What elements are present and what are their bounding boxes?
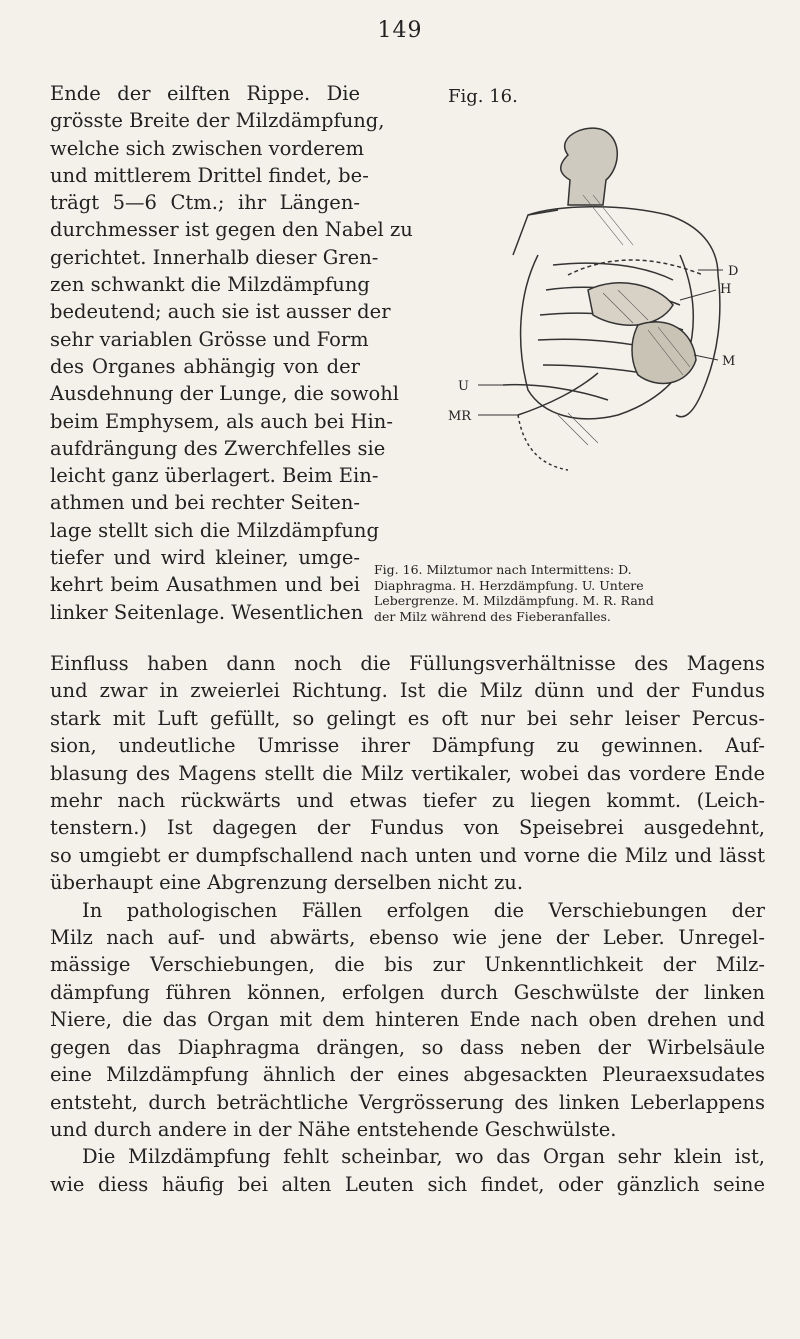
text-line: Die Milzdämpfung fehlt scheinbar, wo das Organ sehr klein ist, bbox=[82, 1145, 765, 1169]
text-line: trägt 5—6 Ctm.; ihr Längen- bbox=[50, 191, 360, 215]
text-line: welche sich zwischen vorderem bbox=[50, 136, 365, 160]
figure-illustration bbox=[418, 115, 763, 515]
text-line: und mittlerem Drittel findet, be- bbox=[50, 163, 369, 187]
text-line: Ausdehnung der Lunge, die sowohl bbox=[50, 382, 400, 406]
legend-line: Diaphragma. H. Herzdämpfung. U. Untere bbox=[374, 577, 644, 593]
marker-M: M bbox=[722, 354, 736, 369]
text-line: beim Emphysem, als auch bei Hin- bbox=[50, 409, 393, 433]
text-line: überhaupt eine Abgrenzung derselben nicht zu. bbox=[50, 871, 524, 895]
text-line: blasung des Magens stellt die Milz vertikaler, wobei das vordere Ende bbox=[50, 761, 765, 785]
text-line: tiefer und wird kleiner, umge- bbox=[50, 546, 360, 570]
text-line: zen schwankt die Milzdämpfung bbox=[50, 273, 370, 297]
text-line: In pathologischen Fällen erfolgen die Verschiebungen der bbox=[82, 898, 765, 922]
text-line: tenstern.) Ist dagegen der Fundus von Speisebrei ausgedehnt, bbox=[50, 816, 765, 840]
text-line: mehr nach rückwärts und etwas tiefer zu liegen kommt. (Leich- bbox=[50, 789, 765, 813]
text-line: Einfluss haben dann noch die Füllungsverhältnisse des Magens bbox=[50, 652, 765, 675]
left-column-text bbox=[50, 80, 413, 626]
text-line: aufdrängung des Zwerchfelles sie bbox=[50, 436, 386, 460]
text-line: so umgiebt er dumpfschallend nach unten und vorne die Milz und lässt bbox=[50, 843, 765, 867]
text-line: athmen und bei rechter Seiten- bbox=[50, 491, 360, 515]
text-line: wie diess häufig bei alten Leuten sich findet, oder gänzlich seine bbox=[50, 1172, 765, 1196]
text-line: Ende der eilften Rippe. Die bbox=[50, 82, 360, 105]
text-line: kehrt beim Ausathmen und bei bbox=[50, 573, 360, 597]
marker-D: D bbox=[728, 264, 739, 279]
text-line: sehr variablen Grösse und Form bbox=[50, 327, 369, 351]
text-line: Milz nach auf- und abwärts, ebenso wie jene der Leber. Unregel- bbox=[50, 926, 765, 950]
text-line: des Organes abhängig von der bbox=[50, 354, 360, 378]
marker-H: H bbox=[720, 282, 732, 297]
legend-line: Lebergrenze. M. Milzdämpfung. M. R. Rand bbox=[374, 593, 654, 608]
text-line: mässige Verschiebungen, die bis zur Unkenntlichkeit der Milz- bbox=[50, 953, 765, 977]
figure-label: Fig. 16. bbox=[448, 86, 518, 107]
text-line: stark mit Luft gefüllt, so gelingt es oft nur bei sehr leiser Percus- bbox=[50, 706, 765, 730]
text-line: und durch andere in der Nähe entstehende Geschwülste. bbox=[50, 1117, 617, 1141]
text-line: eine Milzdämpfung ähnlich der eines abgesackten Pleuraexsudates bbox=[50, 1063, 765, 1087]
text-line: gegen das Diaphragma drängen, so dass neben der Wirbelsäule bbox=[50, 1035, 765, 1059]
text-line: bedeutend; auch sie ist ausser der bbox=[50, 300, 391, 324]
body-text bbox=[50, 650, 765, 1198]
torso-illustration bbox=[418, 115, 763, 515]
text-line: und zwar in zweierlei Richtung. Ist die Milz dünn und der Fundus bbox=[50, 679, 765, 703]
marker-MR: MR bbox=[448, 409, 472, 424]
text-line: Niere, die das Organ mit dem hinteren Ende nach oben drehen und bbox=[50, 1008, 765, 1032]
text-line: leicht ganz überlagert. Beim Ein- bbox=[50, 464, 379, 488]
text-line: entsteht, durch beträchtliche Vergrösserung des linken Leberlappens bbox=[50, 1090, 765, 1114]
text-line: linker Seitenlage. Wesentlichen bbox=[50, 600, 364, 624]
page-number: 149 bbox=[377, 18, 423, 43]
text-line: durchmesser ist gegen den Nabel zu bbox=[50, 218, 413, 242]
text-line: sion, undeutliche Umrisse ihrer Dämpfung zu gewinnen. Auf- bbox=[50, 734, 765, 758]
legend-line: Fig. 16. Milztumor nach Intermittens: D. bbox=[374, 562, 632, 577]
text-line: gerichtet. Innerhalb dieser Gren- bbox=[50, 245, 379, 269]
text-line: grösste Breite der Milzdämpfung, bbox=[50, 109, 385, 133]
text-line: dämpfung führen können, erfolgen durch Geschwülste der linken bbox=[50, 980, 765, 1004]
legend-line: der Milz während des Fieberanfalles. bbox=[374, 608, 611, 624]
figure-legend bbox=[374, 562, 764, 624]
marker-U: U bbox=[458, 379, 469, 394]
text-line: lage stellt sich die Milzdämpfung bbox=[50, 518, 379, 542]
